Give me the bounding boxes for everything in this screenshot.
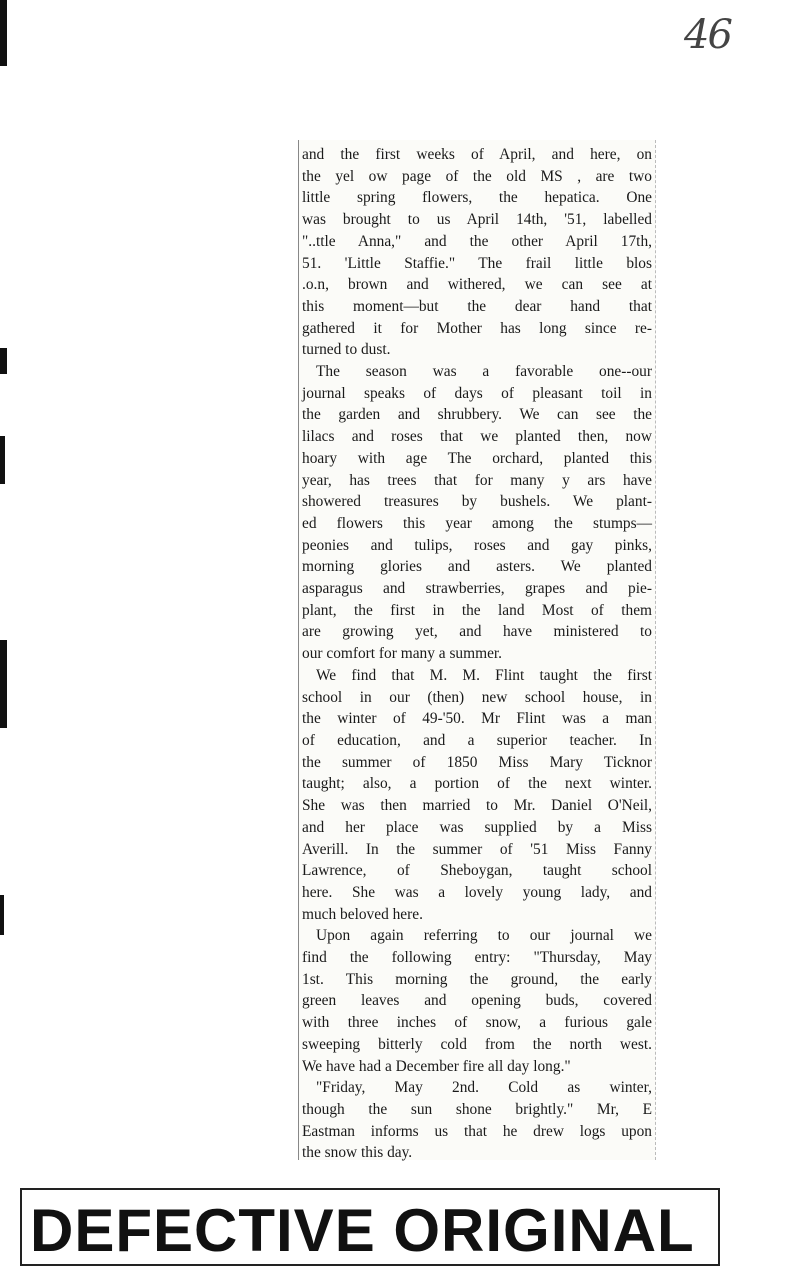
article-line: asparagus and strawberries, grapes and pie- (302, 580, 652, 598)
article-paragraph (302, 361, 652, 665)
article-line: this moment—but the dear hand that (302, 297, 652, 315)
article-line: the snow this day. (302, 1144, 413, 1162)
scan-edge-mark-4 (0, 895, 4, 935)
article-line: and her place was supplied by a Miss (302, 818, 652, 836)
article-line: the garden and shrubbery. We can see the (302, 406, 652, 424)
article-line: showered treasures by bushels. We plant- (302, 493, 652, 511)
article-line: sweeping bitterly cold from the north west. (302, 1035, 652, 1053)
article-line: the winter of 49-'50. Mr Flint was a man (302, 710, 652, 728)
article-line: and the first weeks of April, and here, on (302, 146, 652, 163)
article-paragraph (302, 665, 652, 925)
article-line: here. She was a lovely young lady, and (302, 883, 652, 901)
article-line: Lawrence, of Sheboygan, taught school (302, 862, 652, 880)
article-line: year, has trees that for many y ars have (302, 471, 652, 489)
scan-edge-mark-2 (0, 436, 5, 484)
article-line: turned to dust. (302, 341, 391, 359)
article-line: We have had a December fire all day long." (302, 1057, 571, 1075)
article-line: little spring flowers, the hepatica. One (302, 189, 652, 207)
article-line: journal speaks of days of pleasant toil in (302, 384, 652, 402)
scan-edge-mark-1 (0, 348, 7, 374)
article-line: taught; also, a portion of the next winter. (302, 775, 652, 793)
article-body (302, 144, 652, 1164)
article-line: though the sun shone brightly." Mr, E (302, 1100, 652, 1118)
article-line: 1st. This morning the ground, the early (302, 970, 652, 988)
article-line: 51. 'Little Staffie." The frail little blos (302, 254, 652, 272)
article-line: We find that M. M. Flint taught the first (316, 666, 652, 684)
article-line: .o.n, brown and withered, we can see at (302, 276, 652, 294)
article-line: gathered it for Mother has long since re- (302, 319, 652, 337)
article-line: "..ttle Anna," and the other April 17th, (302, 232, 652, 250)
article-paragraph (302, 925, 652, 1077)
article-paragraph (302, 144, 652, 361)
article-line: of education, and a superior teacher. In (302, 731, 652, 749)
article-line: our comfort for many a summer. (302, 645, 503, 663)
article-line: "Friday, May 2nd. Cold as winter, (316, 1079, 652, 1097)
article-line: find the following entry: "Thursday, May (302, 949, 652, 967)
article-line: much beloved here. (302, 905, 423, 923)
article-line: Eastman informs us that he drew logs upon (302, 1122, 652, 1140)
article-paragraph (302, 1077, 652, 1164)
article-line: Averill. In the summer of '51 Miss Fanny (302, 840, 652, 858)
article-line: She was then married to Mr. Daniel O'Neil, (302, 797, 652, 815)
article-line: was brought to us April 14th, '51, labelled (302, 211, 652, 229)
article-line: with three inches of snow, a furious gale (302, 1014, 652, 1032)
defective-original-banner (20, 1188, 720, 1266)
article-line: The season was a favorable one--our (316, 363, 652, 381)
defective-original-text: DEFECTIVE ORIGINAL (30, 1197, 695, 1264)
article-line: hoary with age The orchard, planted this (302, 449, 652, 467)
article-line: lilacs and roses that we planted then, now (302, 428, 652, 446)
scan-edge-mark-3 (0, 640, 7, 728)
article-line: the summer of 1850 Miss Mary Ticknor (302, 753, 652, 771)
article-line: peonies and tulips, roses and gay pinks, (302, 536, 652, 554)
article-line: ed flowers this year among the stumps— (302, 514, 652, 532)
article-line: morning glories and asters. We planted (302, 558, 652, 576)
article-line: school in our (then) new school house, in (302, 688, 652, 706)
scan-edge-mark-top (0, 0, 7, 66)
article-line: Upon again referring to our journal we (316, 927, 652, 945)
article-line: the yel ow page of the old MS , are two (302, 167, 652, 185)
article-line: plant, the first in the land Most of them (302, 601, 652, 619)
page-number: 46 (684, 12, 731, 58)
article-line: green leaves and opening buds, covered (302, 992, 652, 1010)
article-line: are growing yet, and have ministered to (302, 623, 652, 641)
